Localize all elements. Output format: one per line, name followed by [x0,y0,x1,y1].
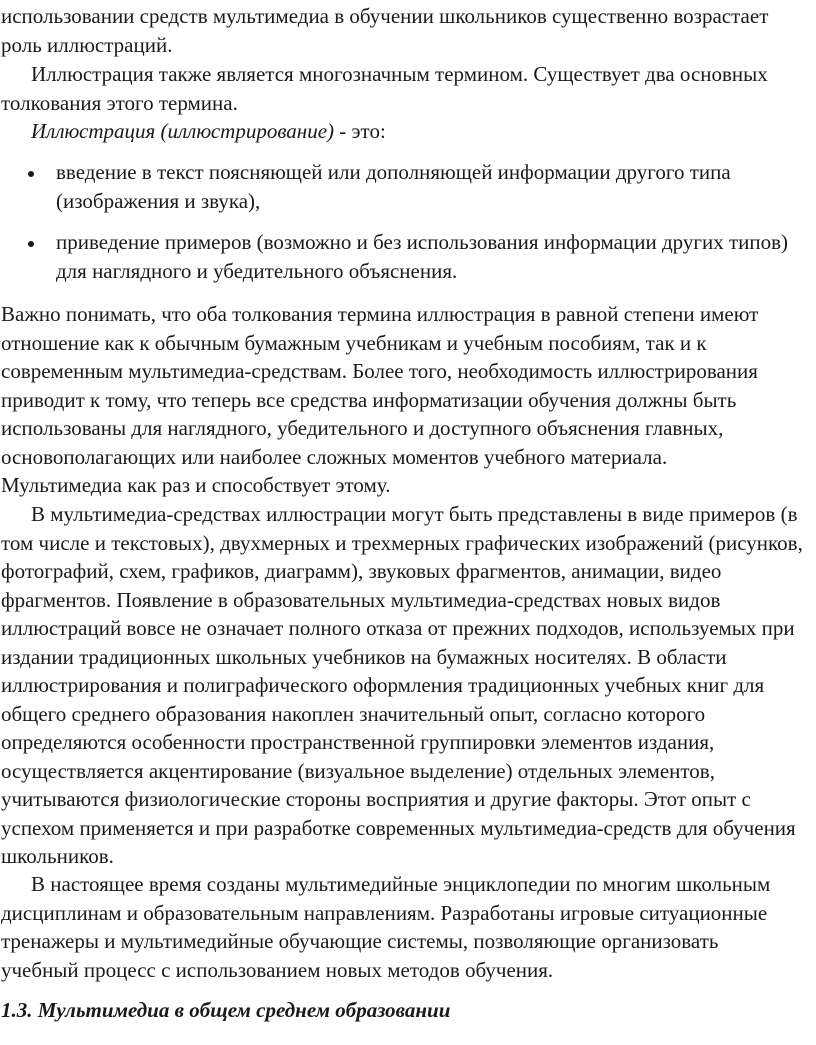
section-heading: 1.3. Мультимедиа в общем среднем образовании [1,998,451,1022]
paragraph-intro-tail: использовании средств мультимедиа в обучении школьников существенно возрастает роль иллюстраций. [1,4,769,57]
bullet-dot [28,171,34,177]
bullet-list [0,158,816,285]
bullet-text: введение в текст поясняющей или дополняющей информации другого типа (изображения и звука), [56,160,731,213]
definition-term: Иллюстрация (иллюстрирование) [31,119,335,143]
definition-line [31,117,731,146]
list-item [0,228,816,285]
list-item [0,158,816,215]
bullet-dot [28,241,34,247]
paragraph-important: Важно понимать, что оба толкования термина иллюстрация в равной степени имеют отношение как к обычным бумажным учебникам и учебным пособиям, так и к современным мультимедиа-средствам. Более того, необходимость иллюстрирования приводит к тому, что теперь все средства информатизации обучения должны быть использованы для наглядного, убедительного и доступного объяснения главных, основополагающих или наиболее сложных моментов учебного материала. Мультимедиа как раз и способствует этому. [1,302,759,497]
definition-suffix: - это: [334,119,386,143]
paragraph-term: Иллюстрация также является многозначным термином. Существует два основных толкования этого термина. [1,62,768,115]
paragraph-multimedia: В мультимедиа-средствах иллюстрации могут быть представлены в виде примеров (в том числе и текстовых), двухмерных и трехмерных графических изображений (рисунков, фотографий, схем, графиков, диаграмм), звуковых фрагментов, анимации, видео фрагментов. Появление в образовательных мультимедиа-средствах новых видов иллюстраций вовсе не означает полного отказа от прежних подходов, используемых при издании традиционных школьных учебников на бумажных носителях. В области иллюстрирования и полиграфического оформления традиционных учебных книг для общего среднего образования накоплен значительный опыт, согласно которого определяются особенности пространственной группировки элементов издания, осуществляется акцентирование (визуальное выделение) отдельных элементов, учитываются физиологические стороны восприятия и другие факторы. Этот опыт с успехом применяется и при разработке современных мультимедиа-средств для обучения школьников. [1,502,803,868]
paragraph-now: В настоящее время созданы мультимедийные энциклопедии по многим школьным дисциплинам и образовательным направлениям. Разработаны игровые ситуационные тренажеры и мультимедийные обучающие системы, позволяющие организовать учебный процесс с использованием новых методов обучения. [1,872,771,982]
bullet-text: приведение примеров (возможно и без использования информации других типов) для наглядного и убедительного объяснения. [56,230,789,283]
